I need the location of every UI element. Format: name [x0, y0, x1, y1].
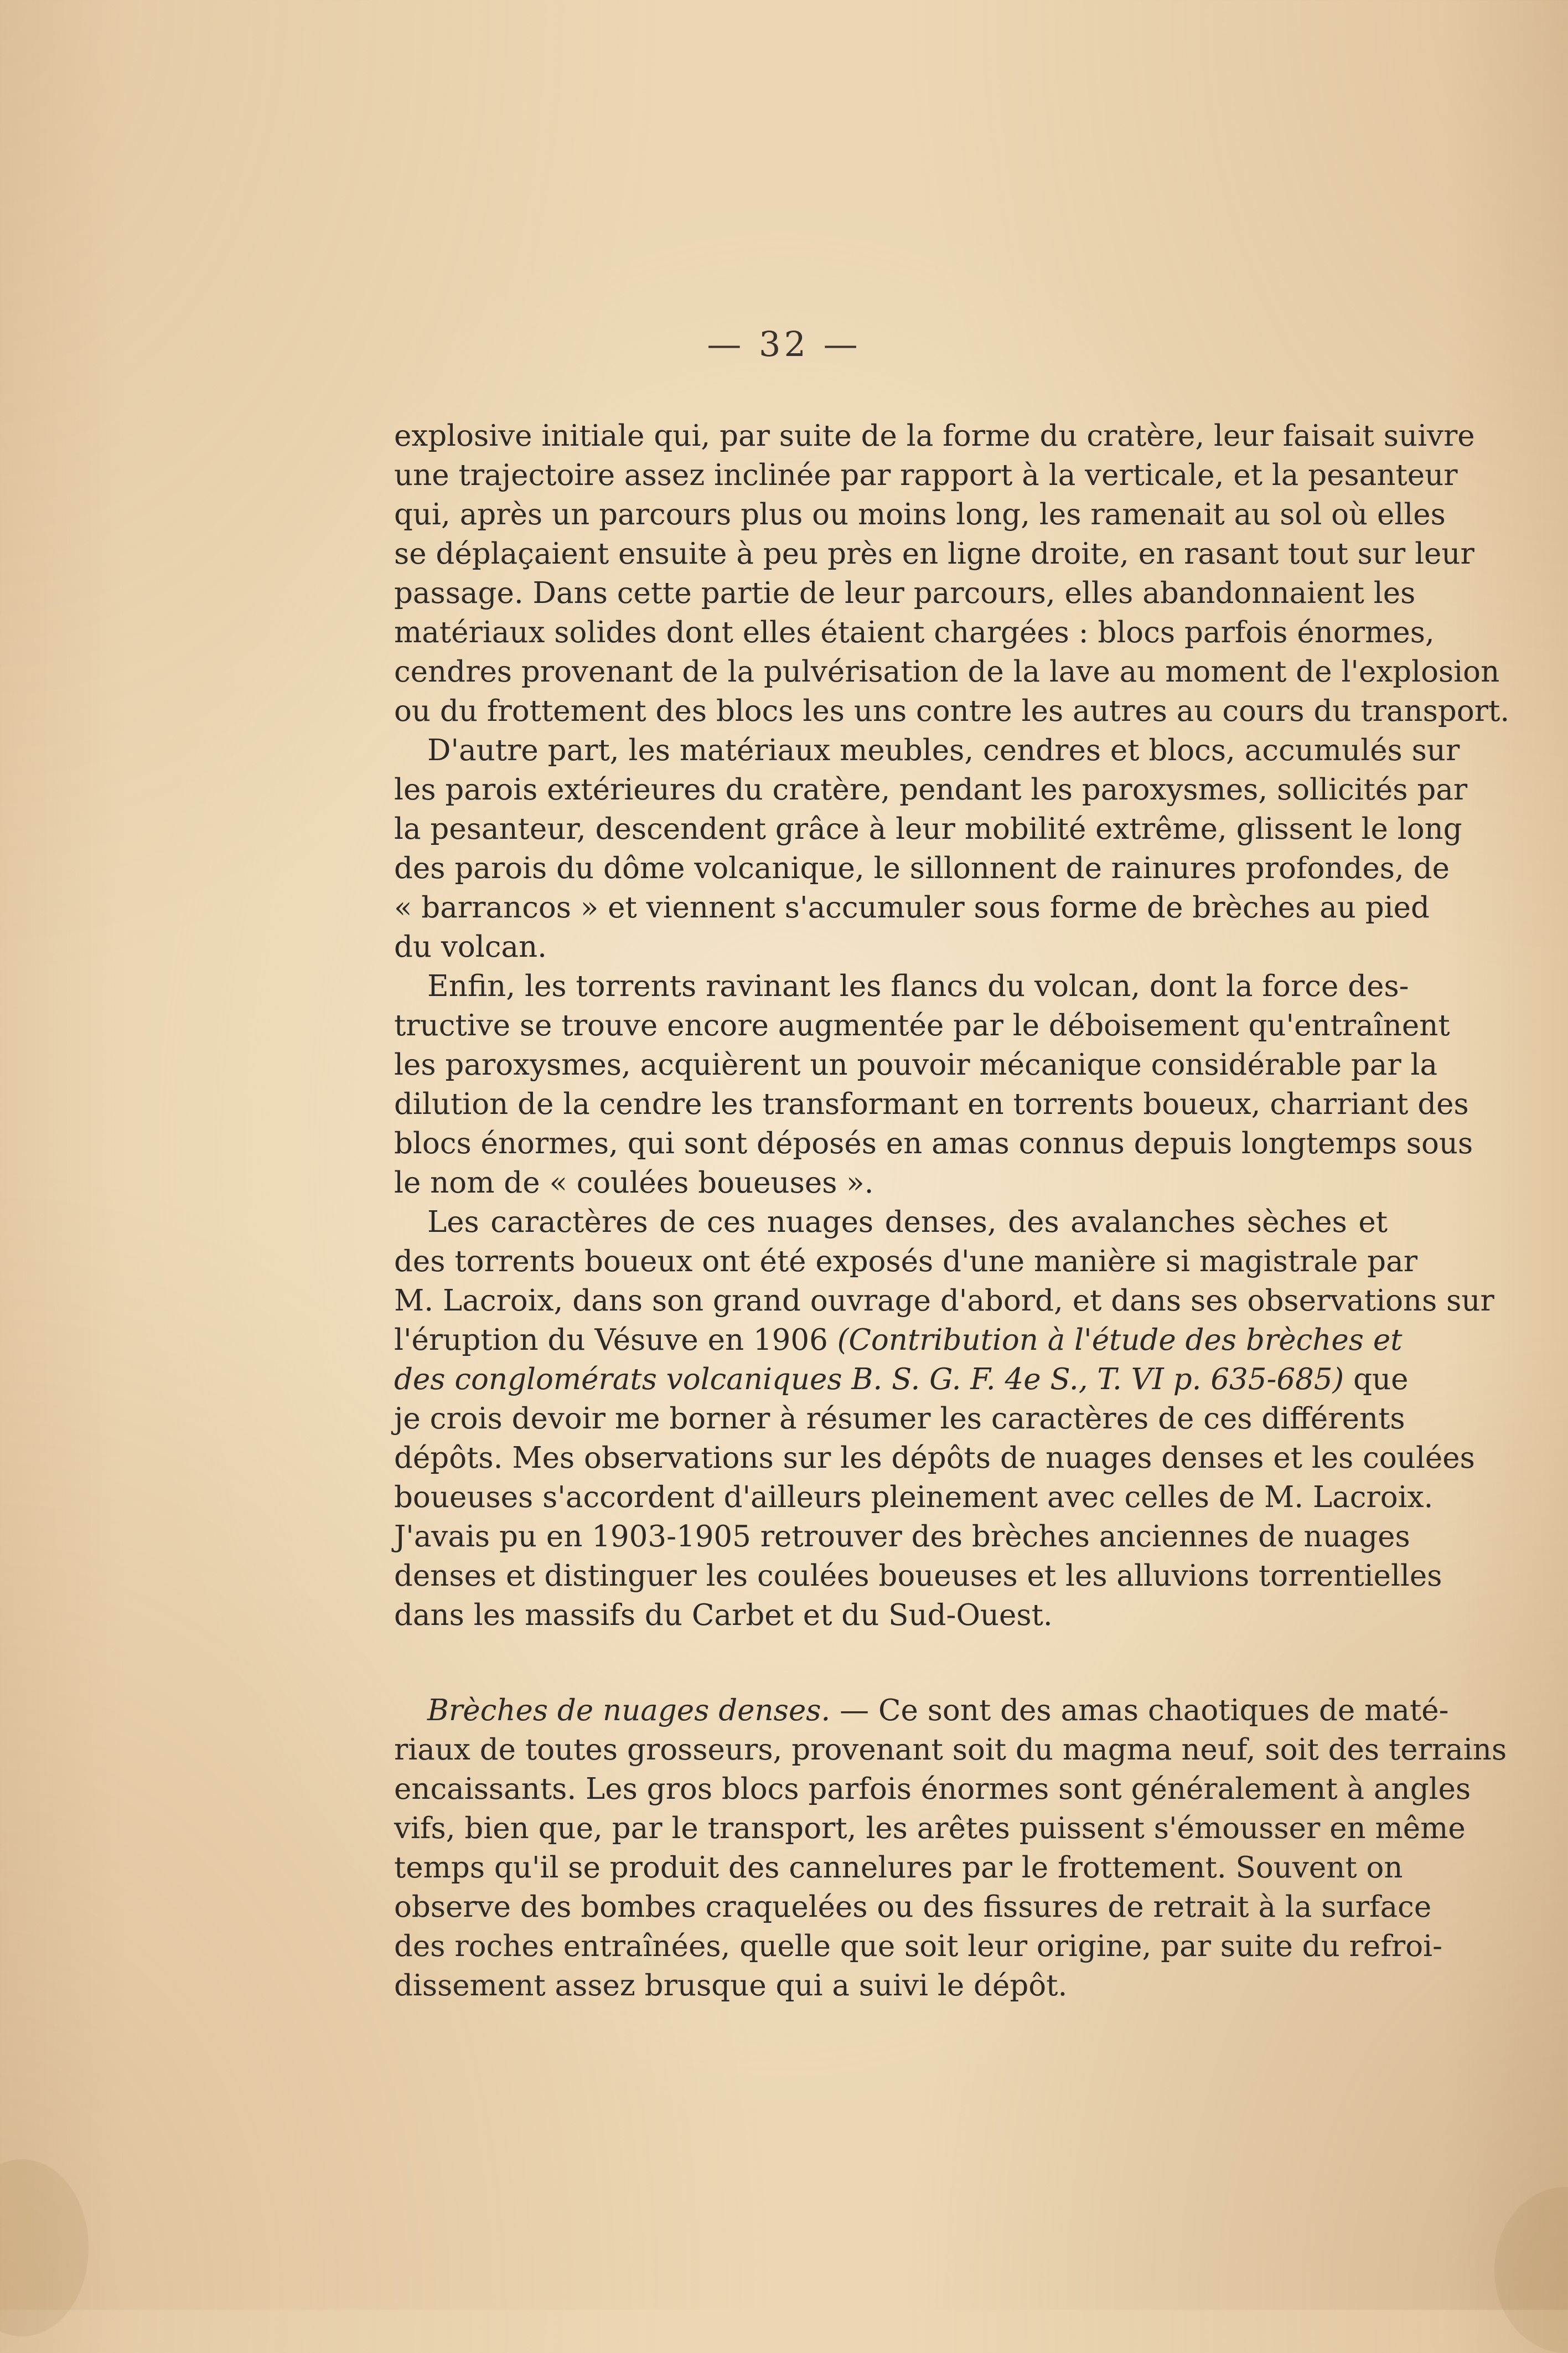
text-line: observe des bombes craquelées ou des fissures de retrait à la surface	[394, 1890, 1432, 1924]
text-line: D'autre part, les matériaux meubles, cendres et blocs, accumulés sur	[427, 734, 1460, 767]
text-line: dilution de la cendre les transformant en torrents boueux, charriant des	[394, 1087, 1469, 1121]
text-line: boueuses s'accordent d'ailleurs pleinement avec celles de M. Lacroix.	[394, 1480, 1434, 1514]
text-line: se déplaçaient ensuite à peu près en ligne droite, en rasant tout sur leur	[394, 537, 1474, 571]
text-line: les paroxysmes, acquièrent un pouvoir mécanique considérable par la	[394, 1048, 1438, 1082]
text-line: du volcan.	[394, 930, 547, 964]
text-line: vifs, bien que, par le transport, les arêtes puissent s'émousser en même	[394, 1812, 1466, 1845]
body-text	[394, 416, 1510, 2005]
citation-italic: (Contribution à l'étude des brèches et	[837, 1323, 1403, 1357]
section-heading-italic: Brèches de nuages denses.	[427, 1694, 831, 1727]
text-line: dans les massifs du Carbet et du Sud-Ouest.	[394, 1598, 1053, 1632]
text-line: encaissants. Les gros blocs parfois énormes sont généralement à angles	[394, 1772, 1471, 1806]
text-line: cendres provenant de la pulvérisation de la lave au moment de l'explosion	[394, 655, 1500, 689]
text-line: ou du frottement des blocs les uns contre les autres au cours du transport.	[394, 694, 1510, 728]
text-line	[394, 1360, 1409, 1399]
text-segment: — Ce sont des amas chaotiques de maté-	[830, 1694, 1449, 1727]
text-line: des parois du dôme volcanique, le sillonnent de rainures profondes, de	[394, 852, 1450, 885]
text-line: dépôts. Mes observations sur les dépôts de nuages denses et les coulées	[394, 1441, 1475, 1475]
text-line: « barrancos » et viennent s'accumuler sous forme de brèches au pied	[394, 891, 1430, 925]
text-line: le nom de « coulées boueuses ».	[394, 1166, 874, 1200]
text-segment: l'éruption du Vésuve en 1906	[394, 1323, 837, 1357]
text-line: riaux de toutes grosseurs, provenant soit du magma neuf, soit des terrains	[394, 1733, 1507, 1767]
text-line: J'avais pu en 1903-1905 retrouver des brèches anciennes de nuages	[394, 1520, 1410, 1554]
text-line: Les caractères de ces nuages denses, des avalanches sèches et	[427, 1205, 1388, 1239]
text-line: des torrents boueux ont été exposés d'une manière si magistrale par	[394, 1245, 1418, 1278]
text-segment: que	[1344, 1363, 1409, 1396]
section-gap	[394, 1635, 1388, 1691]
text-line: denses et distinguer les coulées boueuses et les alluvions torrentielles	[394, 1559, 1442, 1593]
text-line: qui, après un parcours plus ou moins long, les ramenait au sol où elles	[394, 498, 1446, 532]
paper-stain	[0, 2159, 89, 2336]
text-line: tructive se trouve encore augmentée par le déboisement qu'entraînent	[394, 1009, 1450, 1043]
text-line	[394, 1691, 1449, 1730]
page-number: — 32 —	[707, 324, 861, 364]
text-line	[394, 1320, 1403, 1360]
text-line: dissement assez brusque qui a suivi le dépôt.	[394, 1969, 1068, 2003]
text-line: M. Lacroix, dans son grand ouvrage d'abord, et dans ses observations sur	[394, 1284, 1494, 1318]
text-line: blocs énormes, qui sont déposés en amas connus depuis longtemps sous	[394, 1127, 1473, 1160]
text-line: la pesanteur, descendent grâce à leur mobilité extrême, glissent le long	[394, 812, 1462, 846]
text-line: les parois extérieures du cratère, pendant les paroxysmes, sollicités par	[394, 773, 1468, 807]
text-line: explosive initiale qui, par suite de la forme du cratère, leur faisait suivre	[394, 419, 1475, 453]
text-line: passage. Dans cette partie de leur parcours, elles abandonnaient les	[394, 576, 1416, 610]
text-line: des roches entraînées, quelle que soit leur origine, par suite du refroi-	[394, 1929, 1442, 1963]
text-line: je crois devoir me borner à résumer les caractères de ces différents	[394, 1402, 1405, 1436]
citation-italic: des conglomérats volcaniques B. S. G. F. 4e S., T. VI p. 635-685)	[394, 1363, 1344, 1396]
text-line: temps qu'il se produit des cannelures par le frottement. Souvent on	[394, 1851, 1403, 1885]
text-line: matériaux solides dont elles étaient chargées : blocs parfois énormes,	[394, 616, 1435, 649]
paper-stain	[1494, 2187, 1568, 2353]
text-line: une trajectoire assez inclinée par rapport à la verticale, et la pesanteur	[394, 458, 1458, 492]
text-line: Enfin, les torrents ravinant les flancs du volcan, dont la force des-	[427, 969, 1409, 1003]
